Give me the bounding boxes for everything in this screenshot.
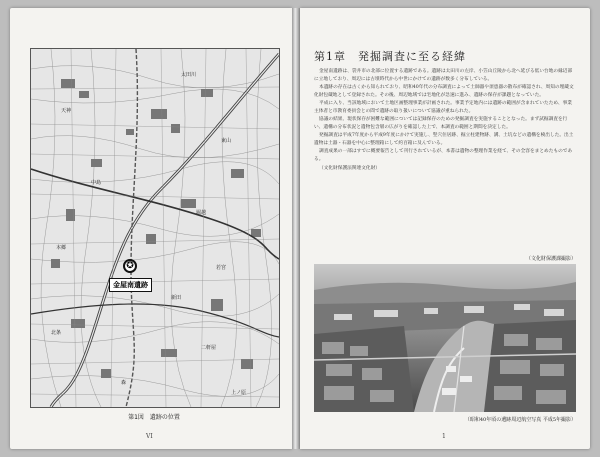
map-label: 太田川 xyxy=(181,72,197,78)
photo-caption: （昭和40年頃の遺跡周辺航空写真 平成5年撮影） xyxy=(464,417,576,423)
map-label: 北条 xyxy=(51,330,62,336)
site-label: 金屋南遺跡 xyxy=(109,278,152,292)
right-page xyxy=(300,8,590,449)
aerial-photo xyxy=(314,264,576,412)
paragraph: 本遺跡の存在は古くから知られており、昭和40年代の分布調査によって土師器や須恵器の散布が確認され、周知の埋蔵文化財包蔵地として登録された。その後、周辺地域では宅地化が急速に進み、遺跡の保存が課題となっていた。 xyxy=(314,85,574,98)
page-number-left: VI xyxy=(146,433,153,440)
map-label: 中島 xyxy=(91,180,102,186)
map-label: 東山 xyxy=(221,138,232,144)
map-label: 二軒屋 xyxy=(201,345,217,351)
figure-caption: 第1図 遺跡の位置 xyxy=(128,414,180,421)
map-label: 天神 xyxy=(61,108,72,114)
paragraph: （文化財保護法関連文化財） xyxy=(319,165,380,171)
map-graphic xyxy=(31,49,279,407)
paragraph: 協議の結果、現状保存が困難な範囲については記録保存のための発掘調査を実施することとなった。まず試掘調査を行い、遺構の分布状況と遺物包含層の広がりを確認した上で、本調査の範囲と期間を決定した。 xyxy=(314,117,568,130)
left-page xyxy=(10,8,292,449)
aerial-photo-graphic xyxy=(314,264,576,412)
paragraph: 平成に入り、当該地域において土地区画整理事業が計画された。事業予定地内には遺跡の範囲が含まれていたため、事業主体者と市教育委員会との間で遺跡の取り扱いについて協議が重ねられた。 xyxy=(314,101,572,114)
body-text xyxy=(314,68,576,256)
site-marker-icon: ✪ xyxy=(123,259,137,273)
map-label: 新田 xyxy=(171,295,182,301)
map-label: 堀越 xyxy=(196,210,207,216)
book-gutter xyxy=(292,8,300,449)
photo-credit: （文化財保護課撮影） xyxy=(525,256,576,262)
map-label: 本郷 xyxy=(56,245,67,251)
map-label: 森 xyxy=(121,380,127,386)
paragraph: 発掘調査は平成7年度から平成9年度にかけて実施し、竪穴住居跡、掘立柱建物跡、溝、土坑などの遺構を検出した。出土遺物は土器・石器を中心に整理箱にして約百箱に及んでいる。 xyxy=(314,133,574,146)
page-number-right: 1 xyxy=(442,433,446,440)
map-label: 若宮 xyxy=(216,265,227,271)
paragraph: 金屋南遺跡は、袋井市の北部に位置する遺跡である。遺跡は太田川の左岸、小笠山丘陵から北へ延びる低い台地の縁辺部に立地しており、周辺には古墳時代から中世にかけての遺跡が数多く分布している。 xyxy=(314,69,573,82)
location-map xyxy=(30,48,280,408)
chapter-title: 第1章 発掘調査に至る経緯 xyxy=(314,50,466,63)
paragraph: 調査成果の一部はすでに概要報告として刊行されているが、本書は遺物の整理作業を経て、その全容をまとめたものである。 xyxy=(314,149,573,163)
map-label: 上ノ原 xyxy=(231,390,247,396)
